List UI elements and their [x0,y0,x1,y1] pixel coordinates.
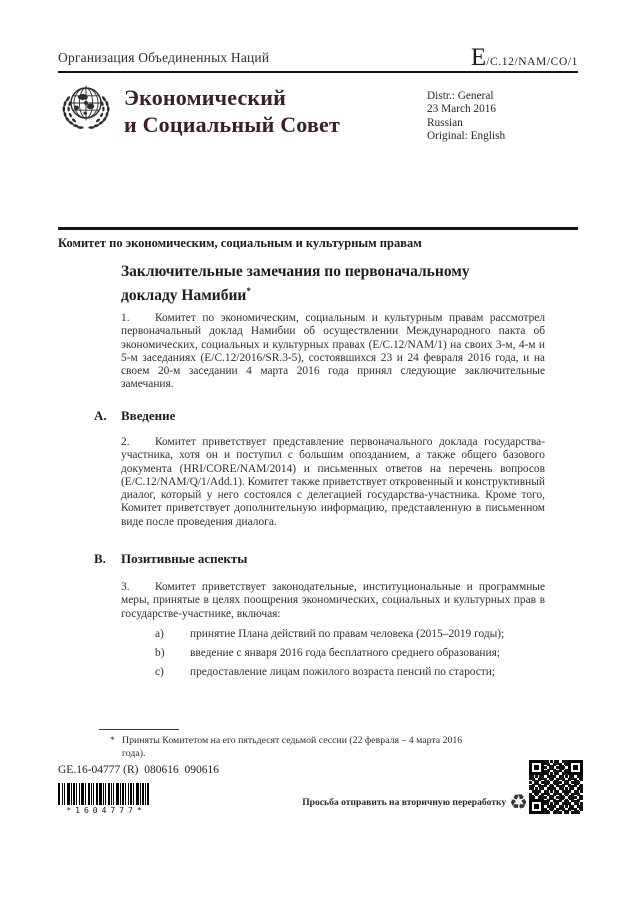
qr-finder-pattern [568,760,583,775]
council-title-line2: и Социальный Совет [124,112,341,137]
ge-document-number: GE.16-04777 (R) 080616 090616 [58,764,219,776]
distribution-block [427,90,505,144]
section-letter: A. [94,408,107,423]
recycle-icon: ♻ [509,790,528,814]
barcode-text: *1604777* [66,806,146,815]
paragraph-2 [121,436,545,529]
committee-name: Комитет по экономическим, социальным и культурным правам [58,236,422,250]
paragraph-1 [121,312,545,392]
paragraph-text: Комитет приветствует законодательные, институциональные и программные меры, принятые в целях поощрения экономических, социальных и культурных прав в государстве-участнике, включая: [121,581,545,620]
recycle-notice [250,792,528,813]
positive-aspects-list [155,628,555,685]
distr-line: Russian [427,116,463,129]
footnote-rule [99,729,179,730]
title-footnote-marker: * [246,285,251,296]
list-item-text: принятие Плана действий по правам человека (2015–2019 годы); [190,628,505,640]
section-letter: B. [94,551,106,566]
un-document-symbol [471,46,578,70]
list-item [155,666,555,679]
footnote-text: Приняты Комитетом на его пятьдесят седьмой сессии (22 февраля – 4 марта 2016 года). [122,735,463,759]
doc-symbol-series: E [470,44,487,71]
list-item-label: b) [155,646,165,659]
distr-line: Original: English [427,130,506,143]
list-item-text: введение с января 2016 года бесплатного среднего образования; [190,646,500,659]
section-b-heading [94,551,247,567]
council-title-line1: Экономический [124,85,287,110]
section-a-heading [94,408,175,424]
distr-line: Distr.: General [427,90,494,102]
paragraph-text: Комитет по экономическим, социальным и культурным правам рассмотрел первоначальный доклад Намибии об осуществлении Международного пакта об экономических, социальных и культурных правах (E/C.12/NAM/1) на своих 3-м, 4-м и 5-м заседаниях (E/C.12/2016/SR.3-5), состоявшихся 23 и 24 февраля 2016 года, и на своем 20-м заседании 4 марта 2016 года принял следующие заключительные замечания. [121,312,545,391]
paragraph-number: 3. [121,581,130,593]
header-rule [58,71,578,73]
un-emblem-icon [56,79,116,139]
recycle-text: Просьба отправить на вторичную переработку [302,797,507,808]
qr-finder-pattern [529,799,544,814]
section-rule [58,227,578,230]
distr-line: 23 March 2016 [427,103,497,116]
footnote-marker: * [110,735,115,746]
list-item-label: c) [155,665,164,678]
paragraph-text: Комитет приветствует представление первоначального доклада государства-участника, хотя он и поступил с большим опозданием, а также общего базового документа (HRI/CORE/NAM/2014) и письменных ответов на перечень вопросов (E/C.12/NAM/Q/1/Add.1). Комитет также приветствует откровенный и конструктивный диалог, который у него состоялся с делегацией государства-участника. Кроме того, Комитет приветствует дополнительную информацию, представленную в письменном виде после проведения диалога. [121,436,545,528]
paragraph-number: 2. [121,436,130,448]
list-item-text: предоставление лицам пожилого возраста пенсий по старости; [190,665,496,678]
qr-code [529,760,583,814]
list-item-label: a) [155,628,164,640]
document-title [121,262,499,305]
doc-symbol-number: /C.12/NAM/CO/1 [486,56,578,68]
section-heading-text: Введение [121,408,176,423]
barcode [58,783,150,805]
paragraph-3 [121,581,545,621]
footnote [110,735,482,760]
paragraph-number: 1. [121,312,130,324]
document-title-text: Заключительные замечания по первоначальному докладу Намибии [121,263,470,304]
qr-finder-pattern [529,760,544,775]
council-title [124,84,340,138]
section-heading-text: Позитивные аспекты [121,551,248,566]
list-item [155,647,555,660]
list-item [155,628,555,641]
org-name: Организация Объединенных Наций [58,50,270,65]
